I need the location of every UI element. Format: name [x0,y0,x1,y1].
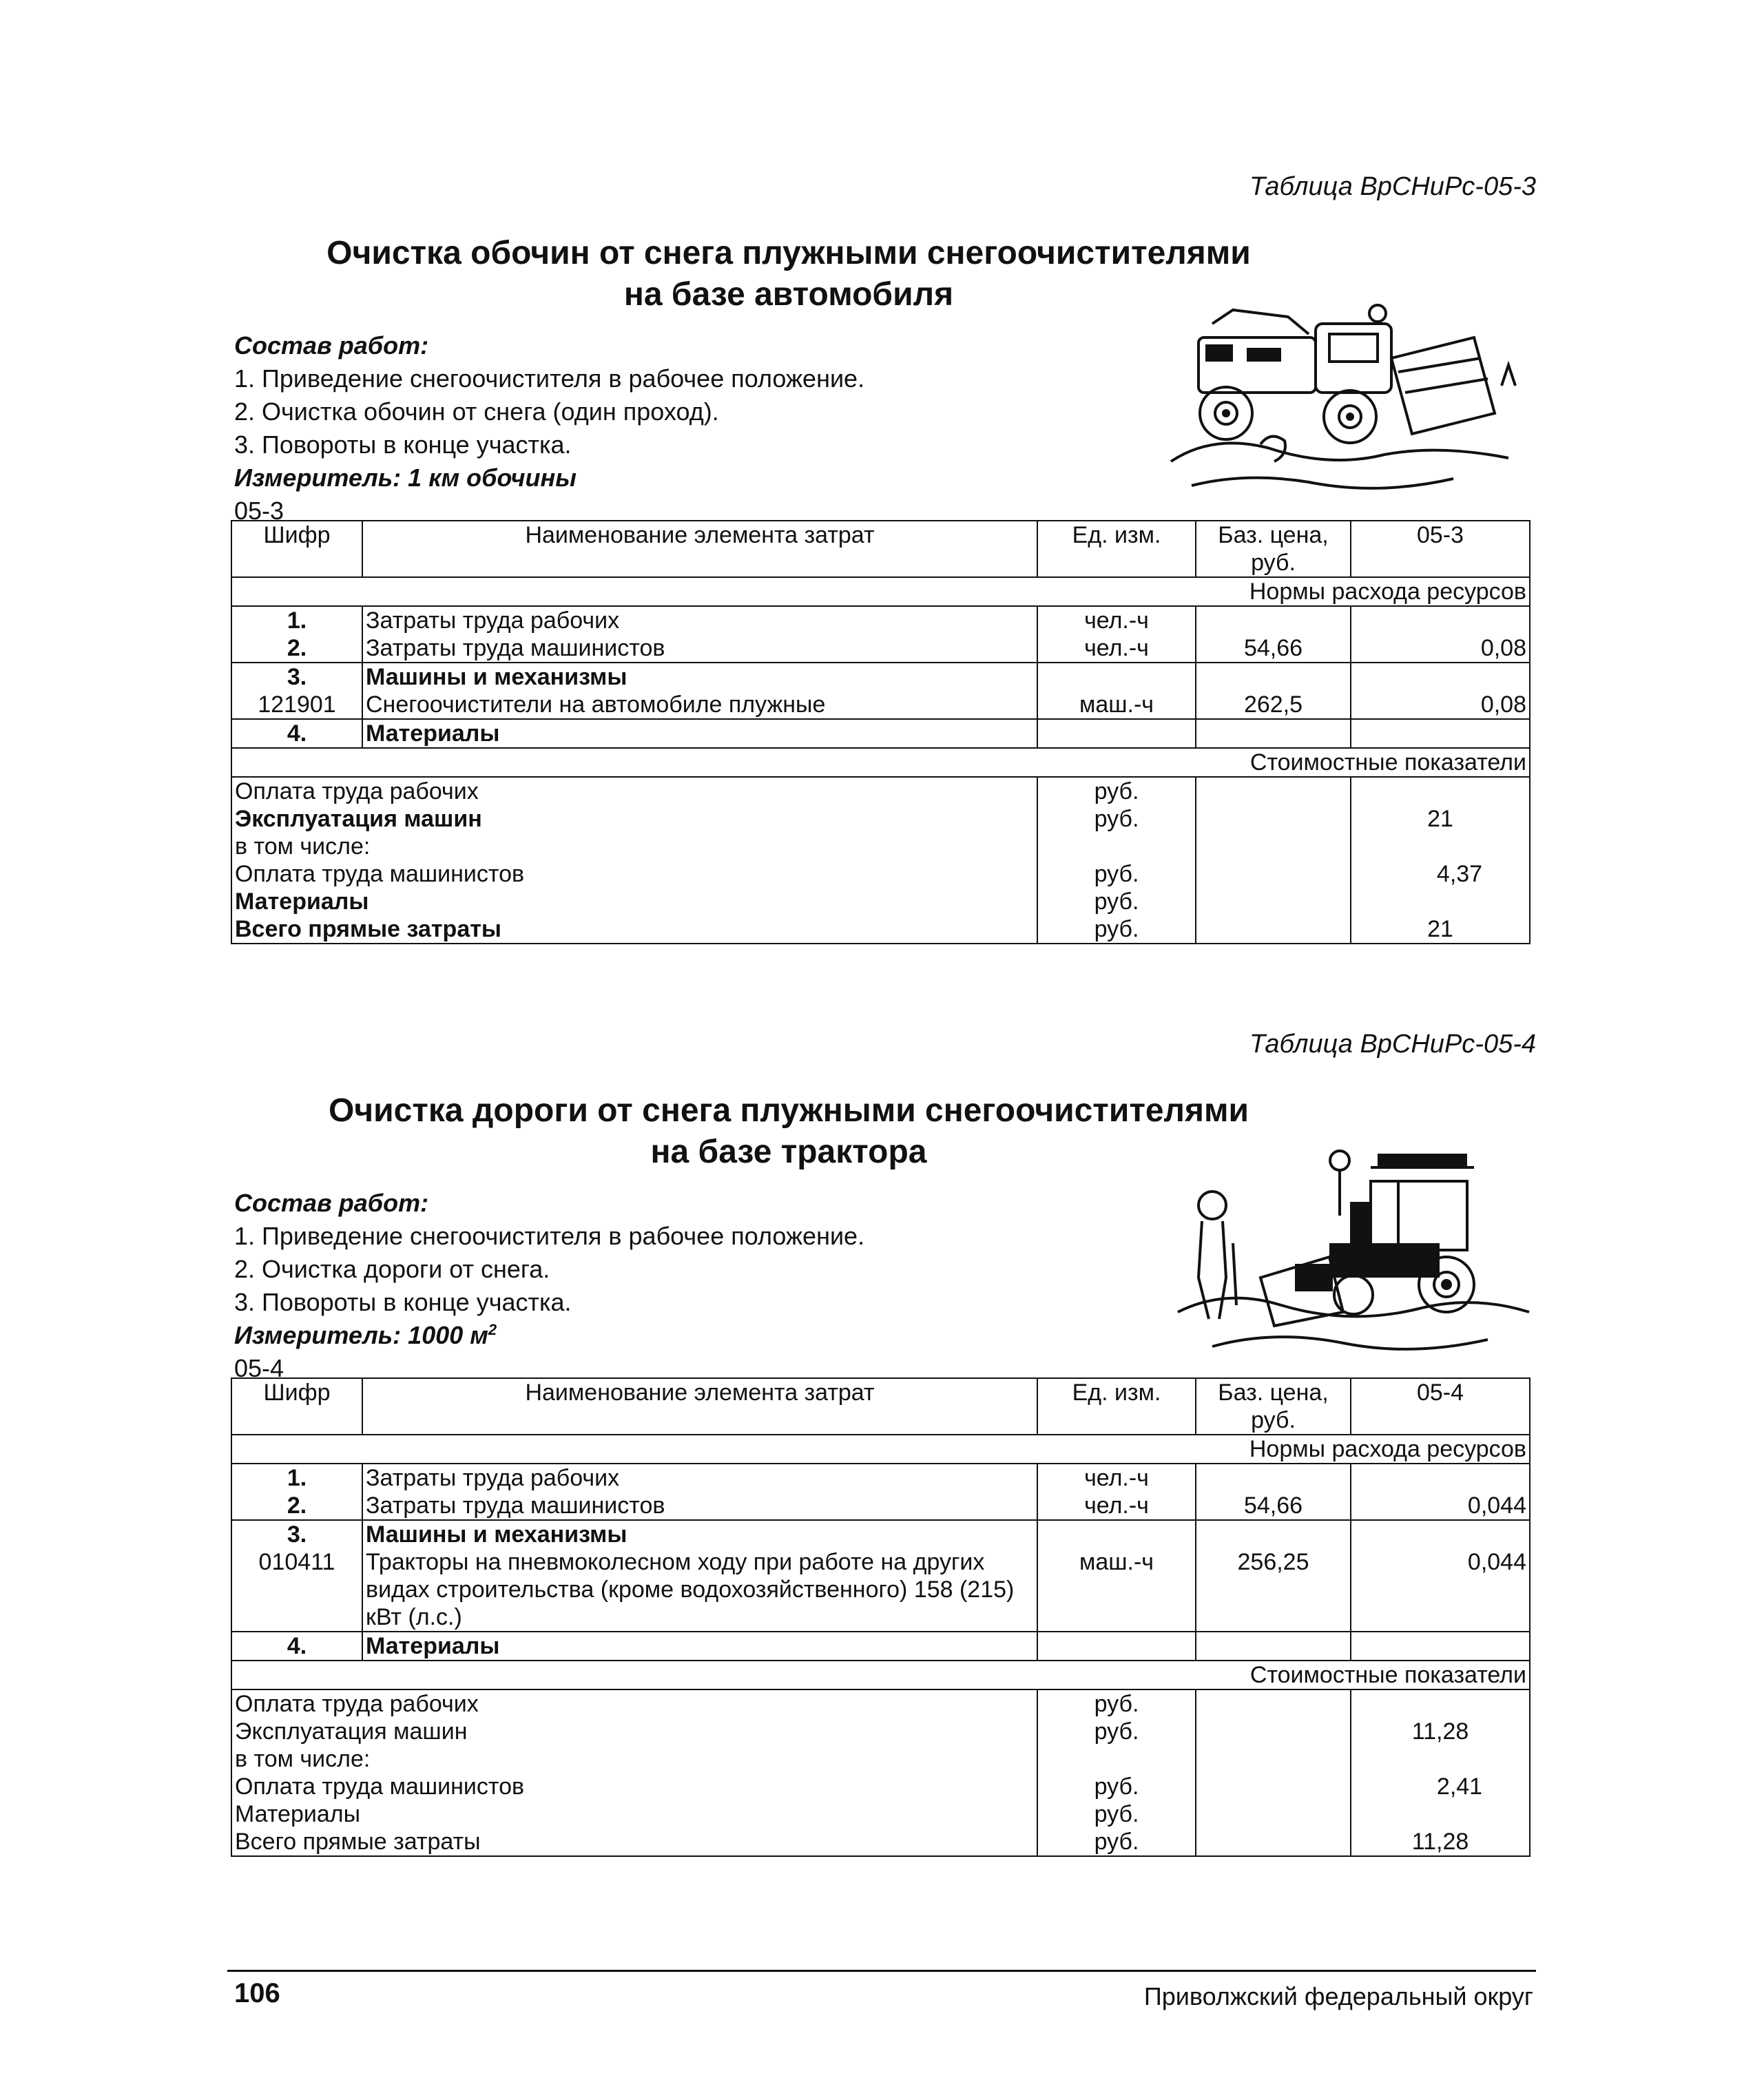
cost-row: Оплата труда машинистов руб. 2,41 [231,1773,1530,1800]
cost-table [231,1377,1530,1857]
table-header-row [231,1378,1530,1435]
measure-superscript: 2 [488,1321,497,1338]
header-cipher: Шифр [231,1378,362,1435]
work-header: Состав работ: [234,1189,429,1217]
table-row: 121901 Снегоочистители на автомобиле плужные маш.-ч 262,5 0,08 [231,691,1530,719]
cost-row: Всего прямые затраты руб. 21 [231,915,1530,944]
measure-unit: Измеритель: 1 км обочины [234,464,577,492]
work-item: 1. Приведение снегоочистителя в рабочее положение. [234,364,865,393]
header-column-code: 05-3 [1351,521,1530,577]
cost-row: Эксплуатация машин руб. 11,28 [231,1718,1530,1745]
cost-row: Всего прямые затраты руб. 11,28 [231,1828,1530,1856]
table-row: 010411 Тракторы на пневмоколесном ходу при работе на других видах строительства (кроме водохозяйственного) 158 (215) кВт (л.с.) маш.-ч 256,25 0,044 [231,1548,1530,1632]
work-composition [234,329,864,528]
table-caption: Таблица ВрСНиРс-05-4 [1249,1030,1536,1059]
section-title-line1: Очистка обочин от снега плужными снегоочистителями [326,235,1251,271]
cost-table [231,520,1530,944]
cost-row: Материалы руб. [231,888,1530,915]
cost-row: в том числе: [231,1745,1530,1773]
snowplow-truck-illustration [1150,296,1536,503]
work-item: 3. Повороты в конце участка. [234,430,572,459]
table-row: 4. Материалы [231,1632,1530,1661]
header-price: Баз. цена, руб. [1196,521,1351,577]
norms-label: Нормы расхода ресурсов [231,1435,1530,1464]
norms-label: Нормы расхода ресурсов [231,577,1530,606]
work-item: 1. Приведение снегоочистителя в рабочее положение. [234,1222,865,1250]
section-title-line2: на базе трактора [650,1134,927,1170]
table-code: 05-3 [234,497,284,525]
header-name: Наименование элемента затрат [362,521,1037,577]
cost-label: Стоимостные показатели [231,1661,1530,1689]
header-cipher: Шифр [231,521,362,577]
work-item: 2. Очистка дороги от снега. [234,1255,550,1283]
cost-band-row [231,1661,1530,1689]
table-code: 05-4 [234,1354,284,1382]
table-row: 4. Материалы [231,719,1530,748]
table-row: 3. Машины и механизмы [231,1520,1530,1548]
header-column-code: 05-4 [1351,1378,1530,1435]
cost-row: Оплата труда рабочих руб. [231,777,1530,805]
table-header-row [231,521,1530,577]
table-row: 1. Затраты труда рабочих чел.-ч [231,1464,1530,1492]
cost-row: Эксплуатация машин руб. 21 [231,805,1530,833]
header-unit: Ед. изм. [1037,1378,1196,1435]
cost-row: Оплата труда рабочих руб. [231,1689,1530,1718]
cost-row: в том числе: [231,833,1530,860]
work-item: 3. Повороты в конце участка. [234,1288,572,1316]
table-row: 3. Машины и механизмы [231,663,1530,691]
cost-row: Материалы руб. [231,1800,1530,1828]
header-price: Баз. цена, руб. [1196,1378,1351,1435]
section-title-line1: Очистка дороги от снега плужными снегоочистителями [328,1092,1249,1129]
snowplow-tractor-illustration [1171,1140,1536,1367]
cost-label: Стоимостные показатели [231,748,1530,777]
header-unit: Ед. изм. [1037,521,1196,577]
cost-row: Оплата труда машинистов руб. 4,37 [231,860,1530,888]
table-row: 2. Затраты труда машинистов чел.-ч 54,66 0,044 [231,1492,1530,1520]
table-row: 2. Затраты труда машинистов чел.-ч 54,66 0,08 [231,634,1530,663]
page-number: 106 [234,1978,280,2008]
table-caption: Таблица ВрСНиРс-05-3 [1249,172,1536,201]
work-item: 2. Очистка обочин от снега (один проход). [234,397,719,426]
footer-region: Приволжский федеральный округ [1143,1982,1533,2010]
table-row: 1. Затраты труда рабочих чел.-ч [231,606,1530,634]
section-title-line2: на базе автомобиля [623,276,954,313]
work-composition [234,1187,864,1385]
footer-divider [227,1970,1536,1972]
norms-band-row [231,577,1530,606]
cost-band-row [231,748,1530,777]
work-header: Состав работ: [234,331,429,360]
header-name: Наименование элемента затрат [362,1378,1037,1435]
norms-band-row [231,1435,1530,1464]
measure-unit: Измеритель: 1000 $м^2$ [234,1321,497,1349]
